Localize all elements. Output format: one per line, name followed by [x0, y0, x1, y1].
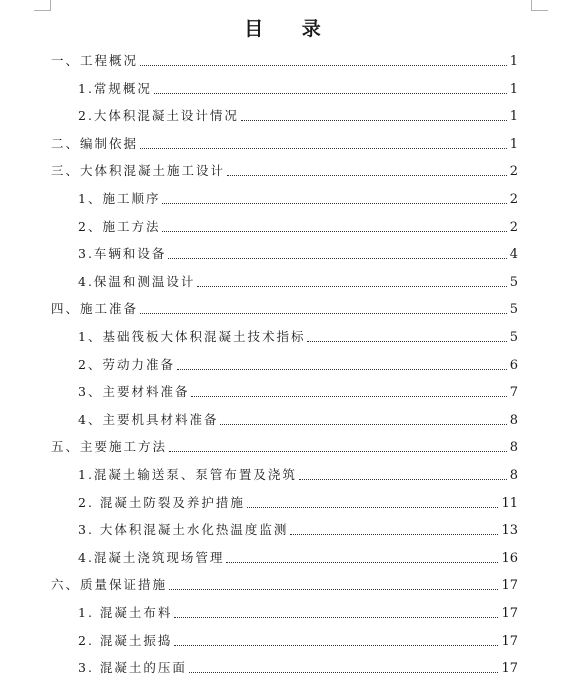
toc-entry-label: 四、施工准备	[51, 301, 139, 317]
toc-entry-page-number: 5	[509, 330, 518, 345]
toc-entry[interactable]	[51, 433, 518, 455]
toc-dot-leader	[177, 369, 507, 370]
toc-entry-label: 1、基础筏板大体积混凝土技术指标	[78, 329, 306, 344]
toc-entry[interactable]	[78, 213, 518, 235]
toc-entry-label: 3.车辆和设备	[78, 246, 167, 262]
toc-dot-leader	[168, 258, 506, 259]
toc-entry[interactable]	[51, 130, 518, 152]
toc-entry-page-number: 2	[509, 219, 518, 235]
toc-dot-leader	[174, 645, 498, 646]
page-corner-mark-right	[531, 0, 548, 11]
toc-entry[interactable]	[78, 489, 518, 511]
toc-dot-leader	[220, 424, 506, 425]
toc-entry-page-number: 5	[509, 274, 518, 290]
toc-dot-leader	[189, 672, 499, 673]
toc-entry-label: 3. 大体积混凝土水化热温度监测	[78, 522, 289, 538]
toc-entry-label: 五、主要施工方法	[51, 439, 168, 455]
toc-entry-label: 2、施工方法	[78, 218, 161, 234]
toc-entry-page-number: 17	[501, 578, 518, 594]
toc-dot-leader	[197, 286, 506, 287]
toc-entry[interactable]	[51, 295, 518, 317]
toc-entry-label: 1.常规概况	[78, 80, 152, 96]
toc-entry-page-number: 17	[501, 661, 518, 677]
toc-entry-label: 2. 混凝土振捣	[78, 632, 173, 648]
toc-entry-page-number: 6	[509, 357, 518, 373]
toc-entry[interactable]	[78, 544, 518, 566]
toc-entry-label: 1、施工顺序	[78, 191, 161, 206]
toc-entry-label: 1.混凝土输送泵、泵管布置及浇筑	[78, 467, 297, 482]
toc-dot-leader	[241, 120, 507, 121]
toc-entry-page-number: 2	[509, 192, 518, 207]
toc-entry-page-number: 8	[509, 468, 518, 483]
toc-entry-page-number: 11	[501, 495, 518, 511]
toc-entry-label: 1. 混凝土布料	[78, 605, 173, 620]
toc-dot-leader	[169, 589, 498, 590]
toc-dot-leader	[140, 148, 507, 149]
toc-dot-leader	[140, 313, 507, 314]
toc-entry[interactable]	[51, 157, 518, 179]
toc-entry-page-number: 16	[501, 550, 518, 566]
toc-entry-label: 一、工程概况	[51, 53, 139, 68]
toc-entry[interactable]	[78, 461, 518, 483]
toc-entry[interactable]	[51, 571, 518, 593]
toc-entry-label: 2. 混凝土防裂及养护措施	[78, 494, 245, 510]
toc-entry-page-number: 17	[501, 633, 518, 649]
toc-entry-page-number: 4	[509, 247, 518, 263]
toc-dot-leader	[191, 396, 506, 397]
toc-entry-page-number: 7	[509, 385, 518, 401]
toc-entry-page-number: 1	[509, 81, 518, 97]
toc-dot-leader	[290, 534, 498, 535]
toc-entry-page-number: 1	[509, 136, 518, 152]
toc-entry-label: 4.保温和测温设计	[78, 273, 196, 289]
toc-dot-leader	[169, 451, 507, 452]
toc-entry-page-number: 2	[509, 164, 518, 180]
toc-dot-leader	[307, 341, 506, 342]
toc-entry[interactable]	[78, 599, 518, 621]
toc-dot-leader	[140, 65, 507, 66]
toc-entry-label: 六、质量保证措施	[51, 577, 168, 593]
page-title: 目 录	[244, 18, 337, 40]
toc-entry[interactable]	[78, 627, 518, 649]
page-corner-mark-left	[34, 0, 51, 11]
toc-entry-label: 4、主要机具材料准备	[78, 411, 219, 427]
toc-dot-leader	[154, 93, 507, 94]
toc-dot-leader	[227, 175, 507, 176]
toc-entry[interactable]	[78, 268, 518, 290]
toc-entry[interactable]	[78, 240, 518, 262]
toc-entry[interactable]	[78, 102, 518, 124]
toc-entry-page-number: 13	[501, 523, 518, 539]
toc-entry[interactable]	[51, 47, 518, 69]
toc-entry-label: 2.大体积混凝土设计情况	[78, 108, 239, 124]
toc-entry-label: 4.混凝土浇筑现场管理	[78, 549, 225, 565]
toc-entry-page-number: 5	[509, 302, 518, 318]
toc-entry[interactable]	[78, 75, 518, 97]
toc-entry-label: 3. 混凝土的压面	[78, 660, 187, 676]
toc-entry[interactable]	[78, 406, 518, 428]
toc-entry-page-number: 17	[501, 606, 518, 621]
toc-dot-leader	[299, 479, 507, 480]
toc-entry-page-number: 8	[509, 440, 518, 456]
toc-entry[interactable]	[78, 185, 518, 207]
toc-entry-label: 二、编制依据	[51, 135, 139, 151]
toc-dot-leader	[162, 203, 506, 204]
toc-entry[interactable]	[78, 323, 518, 345]
toc-entry-page-number: 1	[509, 54, 518, 69]
toc-dot-leader	[174, 617, 498, 618]
toc-entry-page-number: 8	[509, 412, 518, 428]
toc-entry[interactable]	[78, 378, 518, 400]
toc-entry-label: 3、主要材料准备	[78, 384, 190, 400]
toc-entry[interactable]	[78, 351, 518, 373]
toc-dot-leader	[162, 231, 506, 232]
toc-entry-label: 三、大体积混凝土施工设计	[51, 163, 226, 179]
toc-entry[interactable]	[78, 654, 518, 676]
toc-dot-leader	[247, 507, 499, 508]
toc-entry-page-number: 1	[509, 109, 518, 125]
toc-dot-leader	[226, 562, 498, 563]
toc-entry-label: 2、劳动力准备	[78, 356, 175, 372]
toc-entry[interactable]	[78, 516, 518, 538]
